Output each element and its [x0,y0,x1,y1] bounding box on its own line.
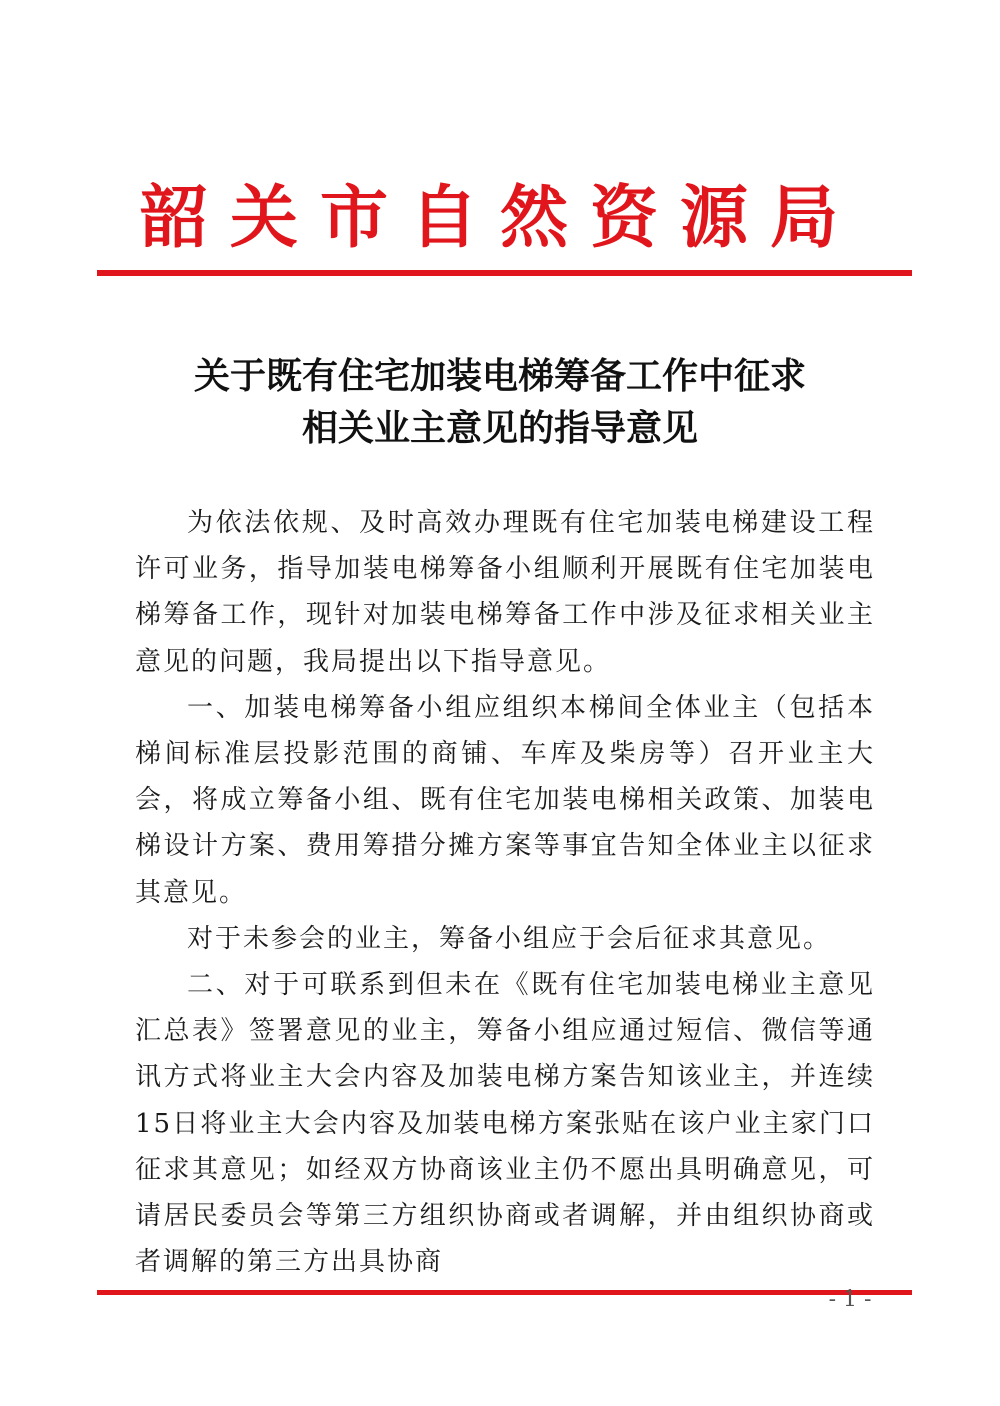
page-number: - 1 - [828,1287,872,1312]
body-paragraph-item-2: 二、对于可联系到但未在《既有住宅加装电梯业主意见汇总表》签署意见的业主，筹备小组应通过短信、微信等通讯方式将业主大会内容及加装电梯方案告知该业主，并连续15日将业主大会内容及加装电梯方案张贴在该户业主家门口征求其意见；如经双方协商该业主仍不愿出具明确意见，可请居民委员会等第三方组织协商或者调解，并由组织协商或者调解的第三方出具协商 [135,970,875,1278]
letterhead-org-name: 韶关市自然资源局 [139,178,860,258]
document-title [0,350,1000,454]
document-title-line-1: 关于既有住宅加装电梯筹备工作中征求 [193,355,806,397]
body-paragraph-item-1-note: 对于未参会的业主，筹备小组应于会后征求其意见。 [187,923,832,954]
body-paragraph-intro: 为依法依规、及时高效办理既有住宅加装电梯建设工程许可业务，指导加装电梯筹备小组顺利开展既有住宅加装电梯筹备工作，现针对加装电梯筹备工作中涉及征求相关业主意见的问题，我局提出以下指导意见。 [135,508,875,677]
footer-red-rule [97,1290,912,1295]
document-body [135,500,875,1285]
letterhead-red-rule [97,270,912,276]
body-paragraph-item-1: 一、加装电梯筹备小组应组织本梯间全体业主（包括本梯间标准层投影范围的商铺、车库及柴房等）召开业主大会，将成立筹备小组、既有住宅加装电梯相关政策、加装电梯设计方案、费用筹措分摊方案等事宜告知全体业主以征求其意见。 [135,692,875,908]
document-title-line-2: 相关业主意见的指导意见 [301,407,698,449]
